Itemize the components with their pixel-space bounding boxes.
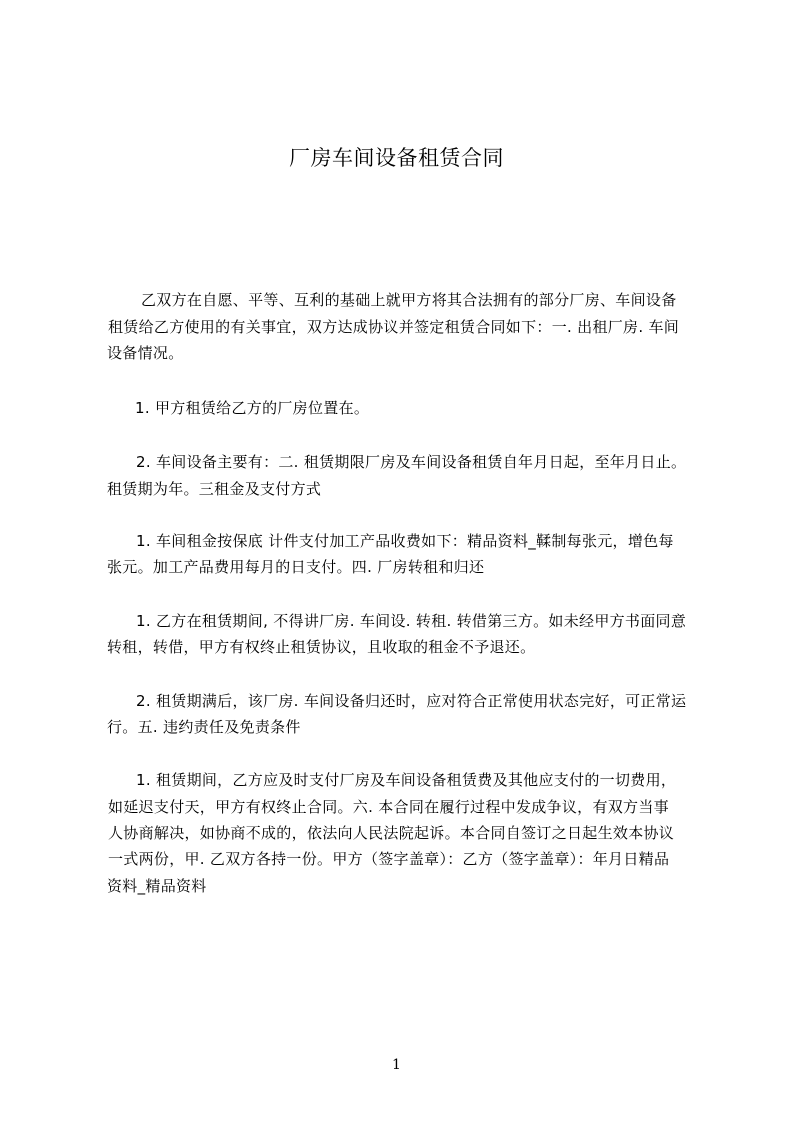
paragraph-line: 1. 乙方在租赁期间, 不得讲厂房. 车间设. 转租. 转借第三方。如未经甲方书面同意: [136, 612, 687, 630]
paragraph-line: 2. 车间设备主要有：二. 租赁期限厂房及车间设备租赁自年月日起，至年月日止。: [136, 453, 687, 471]
paragraph-line: 1. 车间租金按保底 计件支付加工产品收费如下：精品资料_鞣制每张元，增色每: [136, 532, 674, 550]
paragraph-line: 行。五. 违约责任及免责条件: [107, 718, 301, 736]
document-title: 厂房车间设备租赁合同: [289, 146, 504, 170]
paragraph-line: 2. 租赁期满后，该厂房. 车间设备归还时，应对符合正常使用状态完好，可正常运: [136, 692, 687, 710]
paragraph-line: 一式两份，甲. 乙双方各持一份。甲方（签字盖章）：乙方（签字盖章）：年月日精品: [108, 850, 670, 868]
paragraph-line: 1. 租赁期间，乙方应及时支付厂房及车间设备租赁费及其他应支付的一切费用，: [136, 771, 677, 789]
paragraph-line: 转租，转借，甲方有权终止租赁协议，且收取的租金不予退还。: [107, 638, 536, 656]
paragraph-line: 资料_精品资料: [107, 877, 207, 895]
page-number: 1: [392, 1057, 401, 1073]
paragraph-line: 设备情况。: [107, 344, 184, 362]
paragraph-line: 1. 甲方租赁给乙方的厂房位置在。: [135, 399, 370, 417]
paragraph-line: 张元。加工产品费用每月的日支付。四. 厂房转租和归还: [107, 558, 485, 576]
paragraph-line: 租赁给乙方使用的有关事宜，双方达成协议并签定租赁合同如下：一. 出租厂房. 车间: [108, 318, 680, 336]
paragraph-line: 租赁期为年。三租金及支付方式: [107, 480, 322, 498]
paragraph-line: 如延迟支付天，甲方有权终止合同。六. 本合同在履行过程中发成争议，有双方当事: [108, 798, 669, 816]
paragraph-line: 人协商解决，如协商不成的，依法向人民法院起诉。本合同自签订之日起生效本协议: [108, 824, 675, 842]
paragraph-line: 乙双方在自愿、平等、互利的基础上就甲方将其合法拥有的部分厂房、车间设备: [141, 291, 677, 309]
